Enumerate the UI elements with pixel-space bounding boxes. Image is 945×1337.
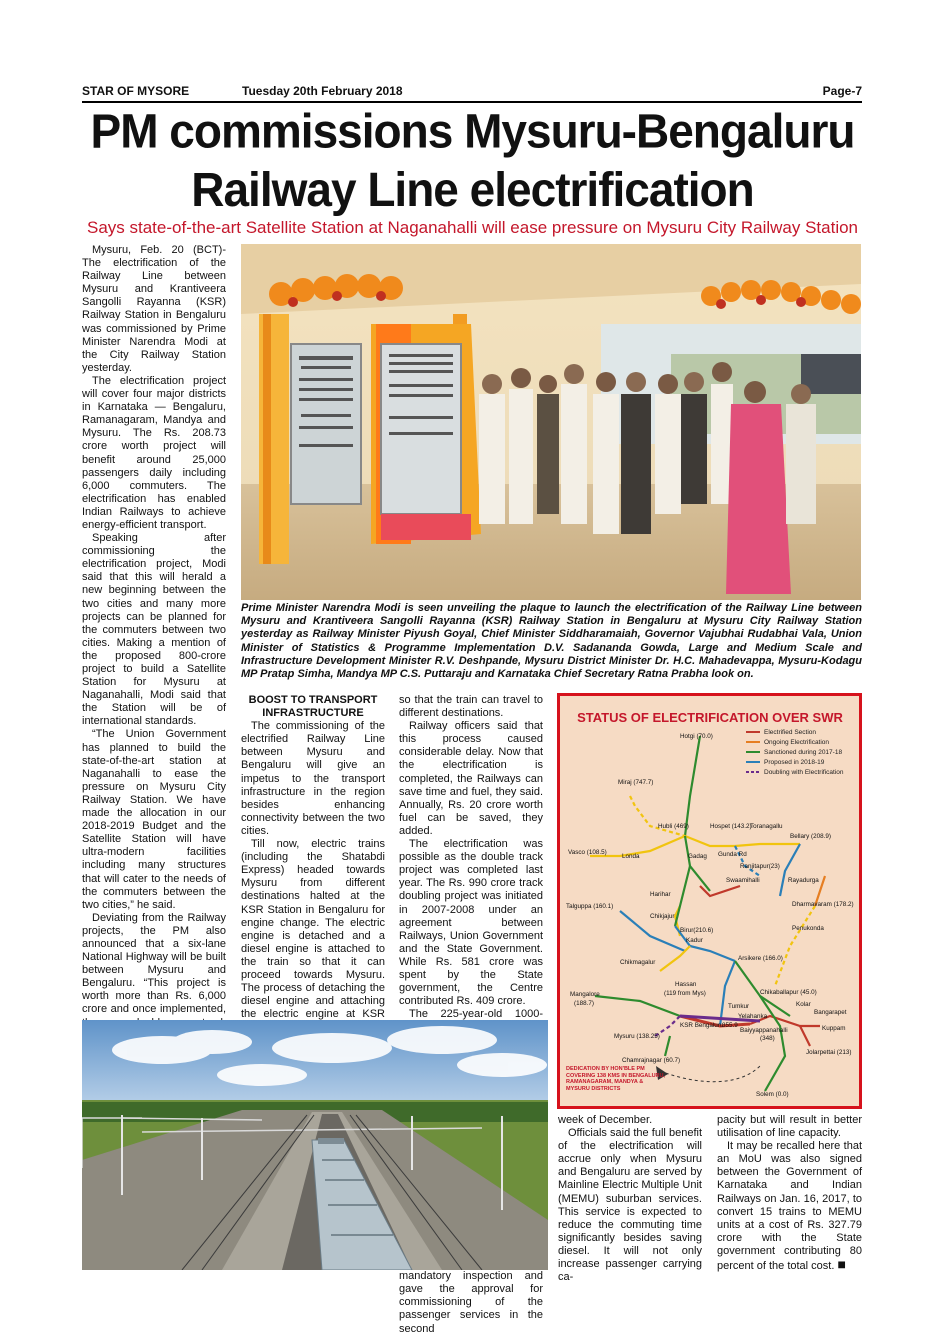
end-mark: ■ — [837, 1256, 846, 1273]
map-place-chikballapur: Chikaballapur (45.0) — [760, 989, 817, 996]
map-place-ranjitapur: Ranjitapur(23) — [740, 863, 780, 870]
map-place-gunda: Gunda Rd — [718, 851, 747, 858]
subheadline: Says state-of-the-art Satellite Station at Naganahalli will ease pressure on Mysuru City Railway Station — [86, 218, 859, 237]
map-place-mangalore-value: (188.7) — [574, 1000, 594, 1007]
map-place-tumkur: Tumkur — [728, 1003, 750, 1010]
map-place-kolar: Kolar — [796, 1001, 811, 1008]
masthead — [82, 84, 862, 100]
photo-caption: Prime Minister Narendra Modi is seen unveiling the plaque to launch the electrification of the Railway Line between Mysuru and Krantiveera Sangolli Rayanna (KSR) Railway Station in Bengaluru at Mysuru City Railway Station yesterday as Railway Minister Piyush Goyal, Chief Minister Siddharamaiah, Governor Vajubhai Rudabhai Vala, Union Minister of Statistics & Programme Implementation D.V. Sadananda Gowda, Large and Medium Scale and Infrastructure Development Minister R.V. Deshpande, Mysuru District Minister Dr. H.C. Mahadevappa, Mysuru-Kodagu MP Pratap Simha, Mandya MP C.S. Puttaraju and Karnataka Chief Secretary Ratna Prabha look on. — [241, 602, 862, 681]
map-place-hubli: Hubli (469) — [658, 823, 689, 830]
map-place-chikmagalur: Chikmagalur — [620, 959, 656, 966]
map-place-hassan: Hassan — [675, 981, 697, 988]
paragraph: Officials said the full benefit of the electrification will accrue only when Mysuru and Bengaluru are served by Mainline Electric Multiple Unit (MEMU) suburban services. This service is expected to reduce the commuting time significantly besides saving diesel. It will not only increase passenger carrying ca- — [558, 1127, 702, 1284]
headline-line-1: PM commissions Mysuru-Bengaluru — [90, 103, 855, 158]
map-place-hotgi: Hotgi (70.0) — [680, 733, 713, 740]
paragraph: The electrification was possible as the double track project was completed last year. The Rs. 990 crore track doubling project was initiated in 2007-2008 under an agreement between Railways, Union Government and the State Government. While Rs. 581 crore was spent by the State government, the Centre contributed Rs. 409 crore. — [399, 838, 543, 1008]
paragraph: week of December. — [558, 1114, 653, 1126]
paragraph: Speaking after commissioning the electrification project, Modi said that this will herald a new beginning between the two cities and many more projects can be planned for the commuters between two cities. Making a mention of the proposed 800-crore project to build a Satellite Station for Mysuru at Naganahalli, Modi said that the Station will be of international standards. — [82, 532, 226, 728]
map-place-bellary: Bellary (208.9) — [790, 833, 831, 840]
article-column-2 — [241, 694, 385, 1048]
map-dedication-note: DEDICATION BY HON'BLE PM COVERING 138 KMS IN BENGALURU, RAMANAGARAM, MANDYA & MYSURU DISTRICTS — [566, 1066, 666, 1092]
paragraph: pacity but will result in better utilisation of line capacity. — [717, 1114, 862, 1140]
legend-proposed: Proposed in 2018-19 — [764, 759, 825, 766]
paragraph: The 225-year-old 1000- — [409, 1008, 543, 1021]
map-place-solem: Solem (0.0) — [756, 1091, 789, 1098]
map-place-mysuru: Mysuru (138.25) — [614, 1033, 660, 1040]
map-place-baiyyappanahalli-value: (348) — [760, 1035, 775, 1042]
map-place-hospet: Hospet (143.2) — [710, 823, 752, 830]
issue-date: Tuesday 20th February 2018 — [242, 84, 403, 98]
legend-sanctioned: Sanctioned during 2017-18 — [764, 749, 843, 756]
page-number: Page-7 — [822, 84, 862, 98]
paragraph-text: It may be recalled here that an MoU was also signed between the Government of Karnataka and Indian Railways on Jan. 16, 2017, to convert 15 trains to MEMU units at a cost of Rs. 327.79 crore with the State government contributing 80 percent of the total cost. — [717, 1140, 862, 1273]
map-place-chikjajur: Chikjajur — [650, 913, 675, 920]
map-place-labels — [566, 733, 854, 1098]
map-place-arsikere: Arsikere (166.0) — [738, 955, 783, 962]
legend-ongoing: Ongoing Electrification — [764, 739, 830, 746]
ceremony-photo-illustration — [241, 244, 861, 600]
map-place-londa: Londa — [622, 853, 640, 860]
map-place-gadag: Gadag — [688, 853, 707, 860]
map-place-rayadurga: Rayadurga — [788, 877, 819, 884]
map-place-ksr-value: 355.9 — [722, 1022, 738, 1029]
railway-line-photo — [82, 1020, 548, 1270]
map-place-mangalore: Mangalore — [570, 991, 600, 998]
paragraph — [717, 1140, 862, 1273]
paragraph: so that the train can travel to different destinations. — [399, 694, 543, 720]
section-heading-boost: BOOST TO TRANSPORT INFRASTRUCTURE — [248, 694, 378, 720]
paragraph: Railway officers said that this process caused considerable delay. Now that the electrification is completed, the Railways can save time and fuel, they said. Annually, Rs. 20 crore worth fuel can be saved, they added. — [399, 720, 543, 837]
railway-line-photo-illustration — [82, 1020, 548, 1270]
map-place-chamrajnagar: Chamrajnagar (60.7) — [622, 1057, 681, 1064]
map-place-yelahanka: Yelahanka — [738, 1013, 768, 1020]
legend-electrified: Electrified Section — [764, 729, 817, 736]
map-place-vasco: Vasco (108.5) — [568, 849, 607, 856]
paragraph: “The Union Government has planned to build the state-of-the-art station at Naganahalli to ease the pressure on Mysuru City Railway Station. We have made the allocation in our 2018-2019 Budget and the Satellite Station will have ultra-modern facilities including many structures that will cater to the needs of the commuters between the two cities,” he said. — [82, 728, 226, 911]
electrification-map — [557, 693, 862, 1109]
map-place-bangarapet: Bangarapet — [814, 1009, 847, 1016]
paragraph: The commissioning of the electrified Railway Line between Mysuru and Bengaluru will give an impetus to the transport infrastructure in the region besides enhancing connectivity between the two cities. — [241, 720, 385, 837]
paragraph: Mysuru, Feb. 20 (BCT)- The electrification of the Railway Line between Mysuru and Krantiveera Sangolli Rayanna (KSR) Railway Station in Bengaluru was commissioned by Prime Minister Narendra Modi at the City Railway Station yesterday. — [82, 244, 226, 374]
map-place-ksr: KSR Bengaluru — [680, 1022, 724, 1029]
railway-map-graphic — [560, 696, 859, 1106]
map-place-harihar: Harihar — [650, 891, 671, 898]
map-place-dharmavaram: Dharmavaram (178.2) — [792, 901, 854, 908]
map-place-baiyyappanahalli: Baiyyappanahalli — [740, 1027, 788, 1034]
map-place-kuppam: Kuppam — [822, 1025, 846, 1032]
map-place-penukonda: Penukonda — [792, 925, 824, 932]
map-place-kadur: Kadur — [686, 937, 703, 944]
paragraph: The electrification project will cover four major districts in Karnataka — Bengaluru, Ramanagaram, Mandya and Mysuru. The Rs. 208.73 crore worth project will benefit around 25,000 passengers daily including 6,000 commuters. The electrification has enabled Indian Railways to achieve energy-efficient transport. — [82, 374, 226, 531]
ceremony-photo — [241, 244, 861, 600]
article-column-4 — [558, 1114, 702, 1284]
headline — [60, 101, 885, 219]
headline-line-2: Railway Line electrification — [191, 162, 754, 217]
article-column-5 — [717, 1114, 862, 1273]
paragraph: Deviating from the Railway projects, the PM also announced that a six-lane National Highway will be built between Mysuru and Bengaluru. “This project is worth more than Rs. 6,000 crore and once implemented, — [82, 911, 226, 1016]
article-column-1 — [82, 244, 226, 1095]
paragraph: Till now, electric trains (including the Shatabdi Express) headed towards Mysuru from different destinations halted at the KSR Station in Bengaluru for engine change. The electric engine is detached and a diesel engine is attached to the train so that it can proceed towards Mysuru. The process of detaching the diesel engine and attaching the electric engine at KSR — [241, 838, 385, 1021]
map-place-miraj: Miraj (747.7) — [618, 779, 654, 786]
map-place-hassan-note: (119 from Mys) — [664, 990, 706, 997]
map-place-swamihalli: Swaamihalli — [726, 877, 760, 884]
legend-doubling: Doubling with Electrification — [764, 769, 844, 776]
paper-name: STAR OF MYSORE — [82, 84, 190, 98]
map-place-birur: Birur(210.6) — [680, 927, 714, 934]
map-place-talguppa: Talguppa (160.1) — [566, 903, 614, 910]
map-title: STATUS OF ELECTRIFICATION OVER SWR — [577, 710, 843, 725]
map-place-jolarpettai: Jolarpettai (213) — [806, 1049, 852, 1056]
paragraph: mandatory inspection and gave the approval for commissioning of the passenger services in the second — [399, 1270, 543, 1335]
map-legend — [746, 729, 844, 776]
map-place-toranagallu: Toranagallu — [750, 823, 783, 830]
